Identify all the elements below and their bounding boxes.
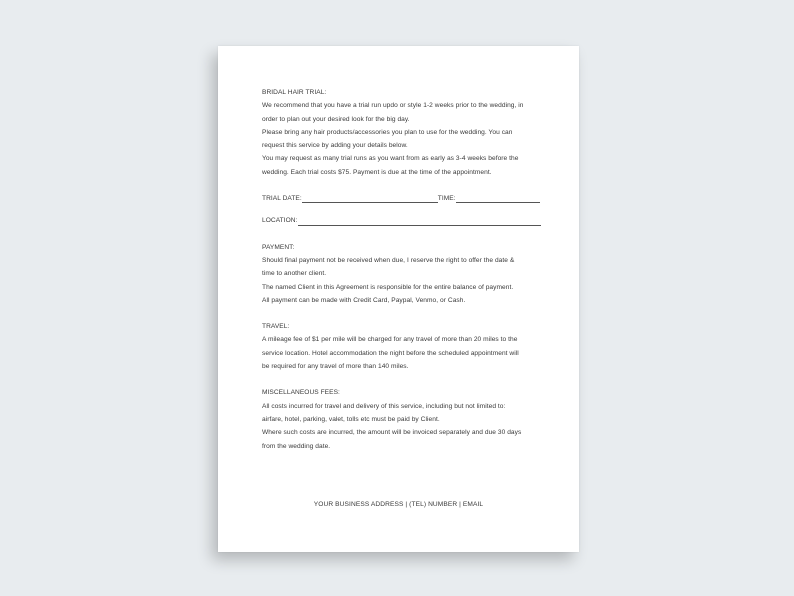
paragraph-line: The named Client in this Agreement is responsible for the entire balance of payment. [262, 283, 514, 291]
location-label: LOCATION: [262, 217, 298, 225]
paragraph-line: You may request as many trial runs as you want from as early as 3-4 weeks before the [262, 155, 519, 163]
paragraph-line: A mileage fee of $1 per mile will be charged for any travel of more than 20 miles to the [262, 336, 518, 344]
location-field[interactable] [298, 217, 541, 226]
bridal-hair-trial-section [262, 86, 542, 179]
section-heading: TRAVEL: [262, 323, 290, 331]
paragraph-line: from the wedding date. [262, 442, 331, 450]
time-field[interactable] [456, 194, 540, 203]
miscellaneous-fees-section [262, 386, 542, 452]
paragraph-line: All costs incurred for travel and delivery of this service, including but not limited to: [262, 402, 506, 410]
paragraph-line: be required for any travel of more than 140 miles. [262, 363, 409, 371]
trial-date-label: TRIAL DATE: [262, 195, 302, 203]
paragraph-line: All payment can be made with Credit Card, Paypal, Venmo, or Cash. [262, 296, 466, 304]
paragraph-line: time to another client. [262, 270, 327, 278]
paragraph-line: Should final payment not be received when due, I reserve the right to offer the date & [262, 256, 515, 264]
location-row [262, 214, 542, 227]
document-body [262, 86, 542, 453]
document-page [218, 46, 579, 552]
travel-section [262, 320, 542, 373]
section-heading: MISCELLANEOUS FEES: [262, 389, 340, 397]
paragraph-line: request this service by adding your details below. [262, 142, 408, 150]
trial-date-row [262, 192, 542, 205]
paragraph-line: wedding. Each trial costs $75. Payment is due at the time of the appointment. [262, 168, 492, 176]
paragraph-line: airfare, hotel, parking, valet, tolls etc must be paid by Client. [262, 415, 440, 423]
section-heading: BRIDAL HAIR TRIAL: [262, 89, 327, 96]
section-heading: PAYMENT: [262, 243, 295, 251]
paragraph-line: Please bring any hair products/accessories you plan to use for the wedding. You can [262, 128, 513, 136]
document-footer: YOUR BUSINESS ADDRESS | (TEL) NUMBER | EMAIL [313, 501, 484, 508]
paragraph-line: We recommend that you have a trial run updo or style 1-2 weeks prior to the wedding, in [262, 102, 524, 110]
trial-date-field[interactable] [302, 194, 438, 203]
paragraph-line: service location. Hotel accommodation the night before the scheduled appointment will [262, 349, 519, 357]
paragraph-line: Where such costs are incurred, the amount will be invoiced separately and due 30 days [262, 429, 522, 437]
paragraph-line: order to plan out your desired look for the big day. [262, 115, 410, 123]
payment-section [262, 241, 542, 307]
time-label: TIME: [437, 195, 456, 203]
